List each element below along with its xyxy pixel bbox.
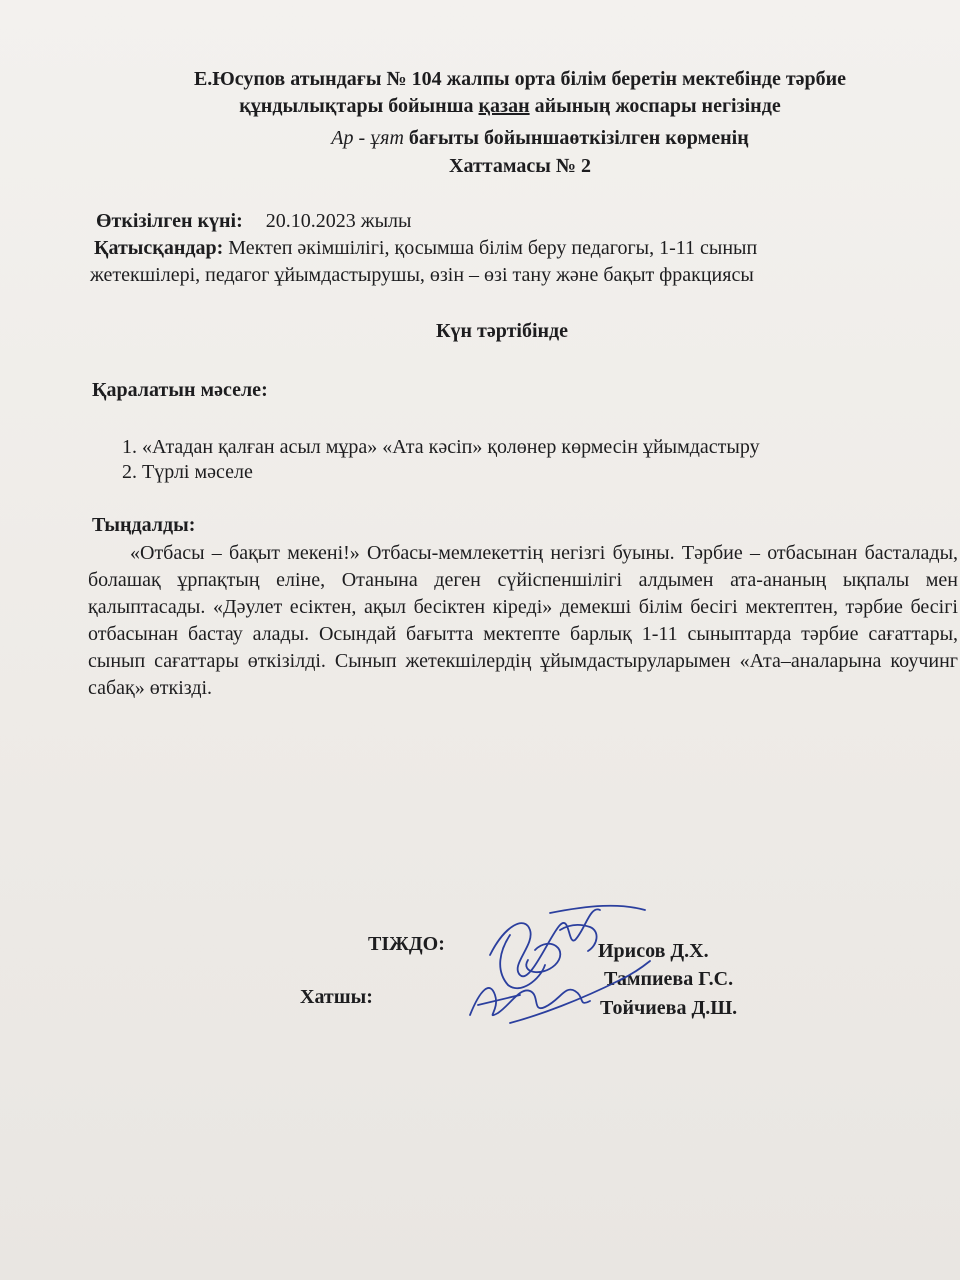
direction-italic: Ар - ұят [331,127,404,149]
protocol-number: Хаттамасы № 2 [449,155,591,177]
agenda-item-2: 2. Түрлі мәселе [122,461,253,483]
agenda-heading: Күн тәртібінде [436,320,569,342]
date-value: 20.10.2023 жылы [265,210,412,232]
doc-title-line3: Ар - ұят бағыты бойыншаөткізілген көрменің [331,127,749,149]
date-row [96,208,411,235]
doc-title-line1: Е.Юсупов атындағы № 104 жалпы орта білім беретін мектебінде тәрбие [193,68,847,90]
listened-label: Тыңдалды: [92,514,196,536]
secretary-label: Хатшы: [300,986,373,1008]
month-underlined: қазан [478,95,530,117]
handwritten-signature-icon [450,895,660,1045]
participants-label: Қатысқандар: [94,237,224,259]
doc-title-line2: құндылықтары бойынша қазан айының жоспары негізінде [239,95,781,117]
signer-name-3: Тойчиева Д.Ш. [600,997,738,1019]
signer-name-2: Тампиева Г.С. [604,968,734,990]
participants-row [94,235,757,262]
participants-text-1: Мектеп әкімшілігі, қосымша білім беру педагогы, 1-11 сынып [223,237,758,259]
issue-label: Қаралатын мәселе: [92,379,268,401]
participants-text-2: жетекшілері, педагог ұйымдастырушы, өзін – өзі тану және бақыт фракциясы [90,264,754,286]
listened-paragraph: «Отбасы – бақыт мекені!» Отбасы-мемлекеттің негізгі буыны. Тәрбие – отбасынан басталады, болашақ ұрпақтың еліне, Отанына деген сүйіспеншілігі алдымен ата-ананың ықпалы мен қалыптасады. «Дәулет есіктен, ақыл бесіктен кіреді» демекші білім бесігі мектептен, тәрбие бесігі отбасынан бастау алады. Осындай бағытта мектепте барлық 1-11 сыныптарда тәрбие сағаттары, сынып сағаттары өткізілді. Сынып жетекшілердің ұйымдастыруларымен «Ата–аналарына коучинг сабақ» өткізді. [88,542,958,699]
date-label: Өткізілген күні: [96,210,243,232]
tizhdo-label: ТІЖДО: [368,933,445,955]
agenda-item-1: 1. «Атадан қалған асыл мұра» «Ата кәсіп» қолөнер көрмесін ұйымдастыру [122,436,760,458]
signer-name-1: Ирисов Д.Х. [598,940,709,962]
